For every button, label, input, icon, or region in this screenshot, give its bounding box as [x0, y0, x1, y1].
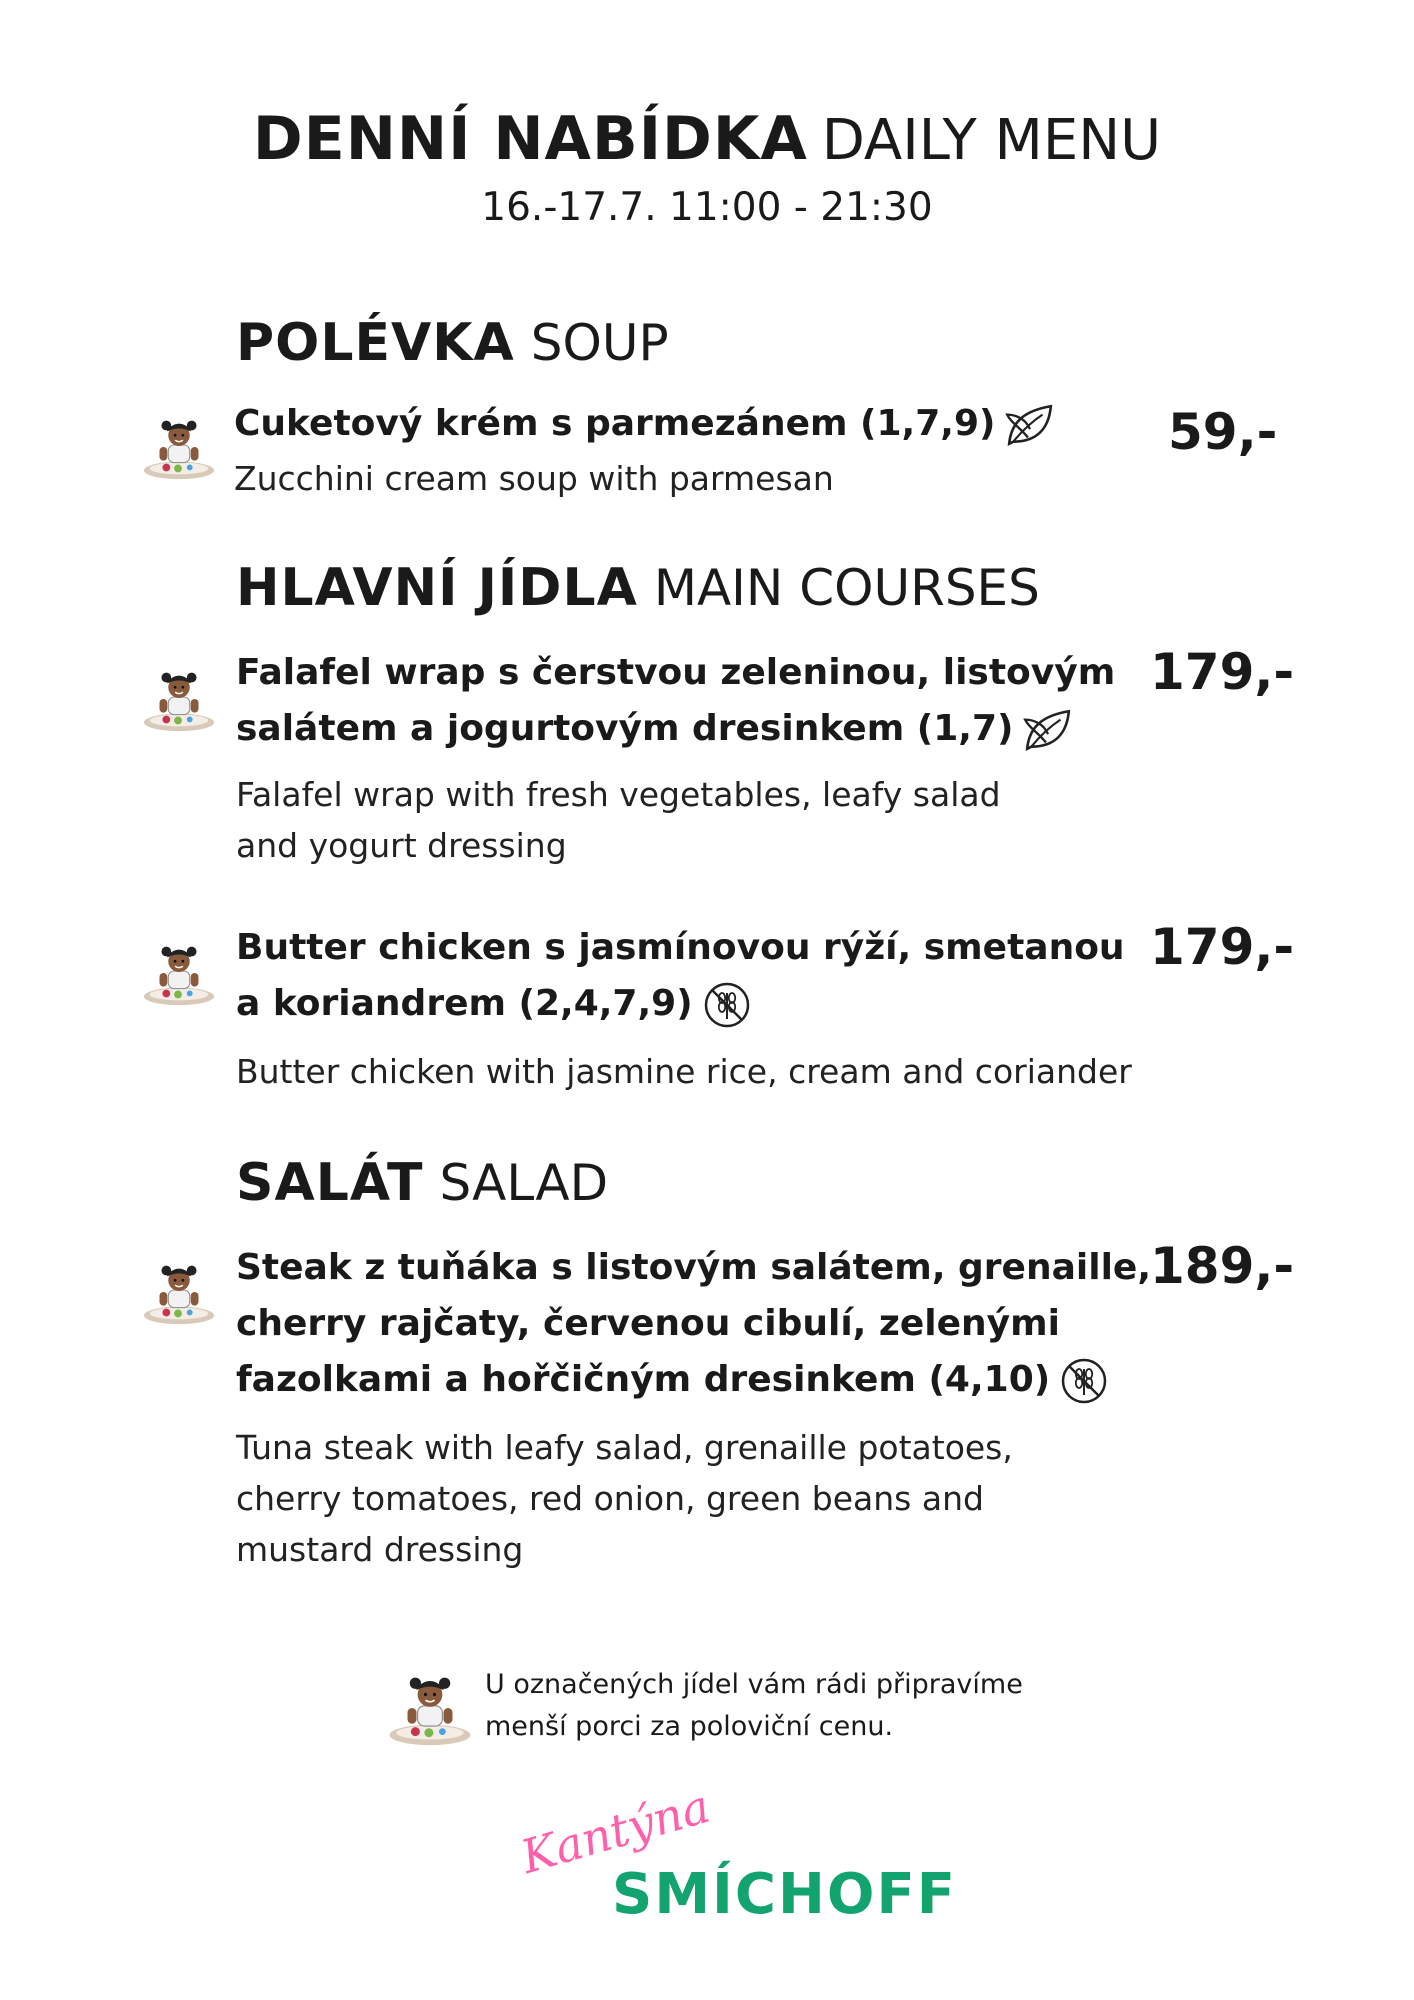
section-title-en: MAIN COURSES [653, 559, 1040, 617]
section-soup-heading [236, 313, 669, 373]
dish-name-line: salátem a jogurtovým dresinkem (1,7) [236, 701, 1073, 757]
section-main-heading [236, 558, 1040, 618]
dish-name-en-line: Falafel wrap with fresh vegetables, leafy salad [236, 775, 1001, 814]
title-en: DAILY MENU [821, 108, 1162, 173]
dish-name-line: Falafel wrap s čerstvou zeleninou, listovým [236, 652, 1116, 693]
gluten-free-icon [703, 981, 751, 1029]
leaf-icon [1023, 707, 1073, 753]
dish-price: 59,- [1168, 403, 1278, 461]
dish-name-line: Steak z tuňáka s listovým salátem, grenaille, [236, 1247, 1151, 1288]
kids-portion-icon [140, 1253, 218, 1331]
note-line: menší porci za poloviční cenu. [485, 1711, 894, 1742]
dish-name: Cuketový krém s parmezánem (1,7,9) [234, 396, 1055, 452]
logo-script: Kantýna [515, 1778, 716, 1884]
dish-price: 189,- [1150, 1237, 1295, 1295]
dish-name-en-line: Tuna steak with leafy salad, grenaille potatoes, [236, 1428, 1013, 1467]
section-title-en: SALAD [439, 1154, 609, 1212]
dish-name-en-line: and yogurt dressing [236, 826, 567, 865]
section-title-en: SOUP [530, 314, 669, 372]
dish-name-line: cherry rajčaty, červenou cibulí, zelenými [236, 1303, 1060, 1344]
dish-price: 179,- [1150, 643, 1295, 701]
dish-name-en-line: cherry tomatoes, red onion, green beans and [236, 1479, 984, 1518]
leaf-icon [1005, 402, 1055, 448]
title-cz: DENNÍ NABÍDKA [252, 104, 808, 174]
dish-name-line: fazolkami a hořčičným dresinkem (4,10) [236, 1352, 1108, 1408]
dish-price: 179,- [1150, 918, 1295, 976]
dish-name-en-line: mustard dressing [236, 1530, 524, 1569]
kids-portion-icon [140, 660, 218, 738]
section-title-cz: SALÁT [236, 1153, 424, 1213]
dish-name-line: Butter chicken s jasmínovou rýží, smetanou [236, 927, 1125, 968]
menu-title [0, 104, 1414, 174]
dish-name-en-line: Butter chicken with jasmine rice, cream and coriander [236, 1052, 1132, 1091]
kids-portion-icon [385, 1663, 475, 1753]
section-salad-heading [236, 1153, 608, 1213]
dish-name-line: a koriandrem (2,4,7,9) [236, 976, 751, 1032]
note-line: U označených jídel vám rádi připravíme [485, 1669, 1023, 1700]
section-title-cz: POLÉVKA [236, 313, 515, 373]
dish-name-en: Zucchini cream soup with parmesan [234, 459, 834, 498]
date-time: 16.-17.7. 11:00 - 21:30 [481, 185, 933, 230]
section-title-cz: HLAVNÍ JÍDLA [236, 558, 638, 618]
gluten-free-icon [1060, 1357, 1108, 1405]
kids-portion-icon [140, 408, 218, 486]
logo-name: SMÍCHOFF [612, 1862, 957, 1927]
kids-portion-icon [140, 934, 218, 1012]
